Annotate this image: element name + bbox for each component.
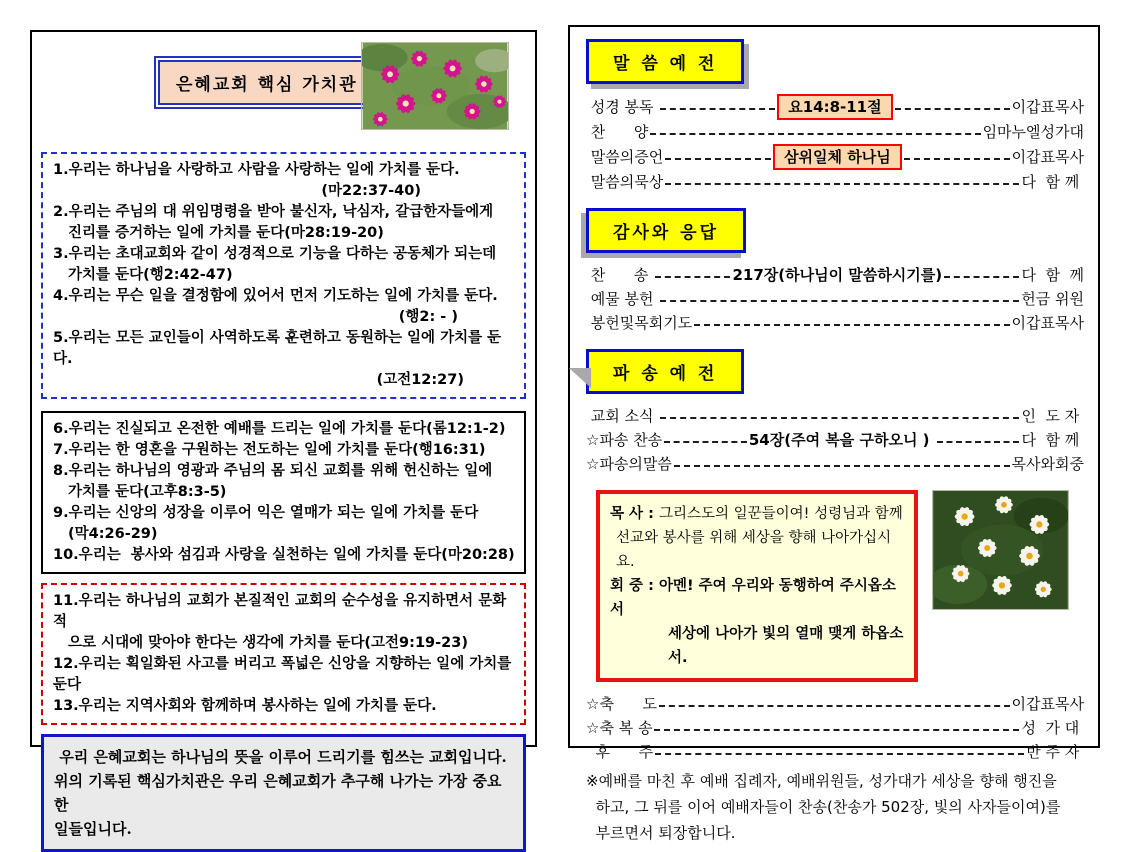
performer-label: 헌금 위원 (1021, 290, 1084, 308)
thanks-response-rows (586, 263, 1084, 335)
left-page (30, 30, 537, 838)
order-row-sending-word (586, 452, 1084, 476)
white-flowers-photo (932, 490, 1069, 610)
order-row-offering (586, 287, 1084, 311)
scripture-ref: (마22:37-40) (321, 183, 421, 199)
dash-leader (652, 721, 1021, 736)
item-label: ☆파송의말씀 (586, 455, 672, 473)
word-liturgy-header: 말 씀 예 전 (586, 39, 744, 84)
item-label: 성경 봉독 (586, 98, 659, 116)
word-liturgy-rows (586, 94, 1084, 194)
order-row-hymn (586, 263, 1084, 287)
order-row-scripture-reading (586, 94, 1084, 120)
note-line: 하고, 그 뒤를 이어 예배자들이 찬송(찬송가 502장, 빛의 사자들이여)를 (586, 798, 1061, 816)
item-label: ☆축 도 (586, 695, 658, 713)
summary-line: 위의 기록된 핵심가치관은 우리 은혜교회가 추구해 나가는 가장 중요한 (54, 772, 502, 814)
item-label: 찬 양 (586, 123, 649, 141)
performer-label: 인 도 자 (1021, 407, 1084, 425)
value-item-cont: 진리를 증거하는 일에 가치를 둔다(마28:19-20) (68, 225, 384, 241)
value-item: 2.우리는 주님의 대 위임명령을 받아 불신자, 낙심자, 갈급한자들에게 (53, 204, 494, 220)
responsive-line (610, 502, 904, 526)
left-page-header (32, 32, 535, 140)
sending-liturgy-rows (586, 404, 1084, 476)
value-item-cont: 가치를 둔다(고후8:3-5) (68, 484, 227, 500)
dash-leader (663, 175, 1021, 190)
sending-liturgy-header: 파 송 예 전 (586, 349, 744, 394)
dash-leader (658, 292, 1021, 307)
dash-leader (902, 150, 1012, 165)
dash-leader (662, 433, 749, 448)
value-item: 4.우리는 무슨 일을 결정함에 있어서 먼저 기도하는 일에 가치를 둔다. (53, 288, 498, 304)
dash-leader (935, 433, 1022, 448)
hymn-number: 217장(하나님이 말씀하시기를) (732, 266, 943, 284)
item-label: ☆축 복 송 (586, 719, 653, 737)
core-values-title-box (154, 56, 380, 109)
value-item: 12.우리는 획일화된 사고를 버리고 폭넓은 신앙을 지향하는 일에 가치를둔다 (53, 656, 512, 693)
speaker-label: 목 사 : (610, 506, 659, 522)
dash-leader (653, 745, 1026, 760)
dash-leader (672, 457, 1012, 472)
performer-label: 다 함 께 (1021, 266, 1084, 284)
dash-leader (942, 268, 1021, 283)
value-item-cont: 가치를 둔다(행2:42-47) (68, 267, 233, 283)
responsive-text: 아멘! 주여 우리와 동행하여 주시옵소서 (610, 578, 896, 618)
responsive-text: 선교와 봉사를 위해 세상을 향해 나아가십시요. (616, 530, 892, 570)
responsive-line (610, 622, 904, 670)
note-line: ※예배를 마친 후 예배 집례자, 예배위원들, 성가대가 세상을 향해 행진을 (586, 772, 1057, 790)
item-label: 봉헌및목회기도 (586, 314, 693, 332)
values-box-2 (41, 411, 526, 574)
responsive-line (610, 574, 904, 622)
summary-line: 일들입니다. (54, 820, 132, 838)
performer-label: 성 가 대 (1021, 719, 1084, 737)
order-row-offering-prayer (586, 311, 1084, 335)
order-row-word-witness (586, 144, 1084, 170)
order-row-praise (586, 120, 1084, 144)
item-label: 교회 소식 (586, 407, 659, 425)
item-label: 말씀의증언 (586, 148, 664, 166)
dash-leader (658, 409, 1021, 424)
performer-label: 이갑표목사 (1011, 148, 1085, 166)
dash-leader (893, 100, 1012, 115)
value-item: 8.우리는 하나님의 영광과 주님의 몸 되신 교회를 위해 헌신하는 일에 (53, 463, 493, 479)
note-line: 부르면서 퇴장합니다. (586, 824, 736, 842)
item-label: 후 주 (586, 743, 654, 761)
hymn-number: 54장(주여 복을 구하오니 ) (748, 431, 935, 449)
closing-note (586, 768, 1084, 846)
value-item: 1.우리는 하나님을 사랑하고 사람을 사랑하는 일에 가치를 둔다. (53, 162, 460, 178)
speaker-label: 회 중 : (610, 578, 659, 594)
value-item: 10.우리는 봉사와 섬김과 사랑을 실천하는 일에 가치를 둔다(마20:28) (53, 547, 515, 563)
thanks-response-header-wrap (586, 208, 1084, 253)
order-row-church-news (586, 404, 1084, 428)
closing-rows (586, 692, 1084, 764)
value-item: 6.우리는 진실되고 온전한 예배를 드리는 일에 가치를 둔다(롬12:1-2) (53, 421, 506, 437)
responsive-reading-box (596, 490, 918, 682)
scripture-ref: (막4:26-29) (68, 526, 158, 542)
order-row-sending-hymn (586, 428, 1084, 452)
value-item-cont: 으로 시대에 맞아야 한다는 생각에 가치를 둔다(고전9:19-23) (68, 635, 468, 651)
performer-label: 반 주 자 (1026, 743, 1084, 761)
dash-leader (692, 316, 1011, 331)
word-liturgy-header-wrap (586, 39, 1084, 84)
performer-label: 다 함 께 (1021, 431, 1084, 449)
performer-label: 이갑표목사 (1011, 314, 1084, 332)
pink-flowers-photo (361, 42, 509, 130)
scripture-ref: (고전12:27) (376, 372, 464, 388)
value-item: 11.우리는 하나님의 교회가 본질적인 교회의 순수성을 유지하면서 문화적 (53, 593, 507, 630)
order-row-meditation (586, 170, 1084, 194)
value-item: 7.우리는 한 영혼을 구원하는 전도하는 일에 가치를 둔다(행16:31) (53, 442, 486, 458)
performer-label: 임마누엘성가대 (982, 123, 1084, 141)
scripture-chip: 요14:8-11절 (777, 94, 892, 120)
value-item: 3.우리는 초대교회와 같이 성경적으로 기능을 다하는 공동체가 되는데 (53, 246, 497, 262)
performer-label: 이갑표목사 (1011, 98, 1085, 116)
summary-line: 우리 은혜교회는 하나님의 뜻을 이루어 드리기를 힘쓰는 교회입니다. (54, 748, 507, 766)
performer-label: 다 함 께 (1021, 173, 1084, 191)
dash-leader (658, 100, 777, 115)
item-label: ☆파송 찬송 (586, 431, 663, 449)
responsive-line (610, 526, 904, 574)
item-label: 말씀의묵상 (586, 173, 664, 191)
responsive-text: 세상에 나아가 빛의 열매 맺게 하옵소서. (668, 626, 904, 666)
value-item: 5.우리는 모든 교인들이 사역하도록 훈련하고 동원하는 일에 가치를 둔다. (53, 330, 502, 367)
values-box-1 (41, 152, 526, 399)
values-box-3 (41, 583, 526, 725)
performer-label: 목사와회중 (1011, 455, 1084, 473)
scripture-ref: (행2: - ) (398, 309, 458, 325)
core-values-title: 은혜교회 핵심 가치관 (158, 60, 376, 105)
dash-leader (657, 697, 1012, 712)
responsive-text: 그리스도의 일꾼들이여! 성령님과 함께 (658, 506, 903, 522)
value-item: 9.우리는 신앙의 성장을 이루어 익은 열매가 되는 일에 가치를 둔다 (53, 505, 479, 521)
order-row-blessing-song (586, 716, 1084, 740)
thanks-response-header: 감사와 응답 (586, 208, 746, 253)
order-row-postlude (586, 740, 1084, 764)
summary-box (41, 734, 526, 852)
item-label: 예물 봉헌 (586, 290, 659, 308)
item-label: 찬 송 (586, 266, 654, 284)
responsive-reading-row (596, 490, 1084, 682)
dash-leader (648, 125, 982, 140)
dash-leader (663, 150, 773, 165)
sermon-title-chip: 삼위일체 하나님 (773, 144, 902, 170)
dash-leader (653, 268, 732, 283)
performer-label: 이갑표목사 (1011, 695, 1084, 713)
order-row-benediction (586, 692, 1084, 716)
value-item: 13.우리는 지역사회와 함께하며 봉사하는 일에 가치를 둔다. (53, 698, 437, 714)
right-page (568, 25, 1100, 842)
sending-liturgy-header-wrap (586, 349, 1084, 394)
